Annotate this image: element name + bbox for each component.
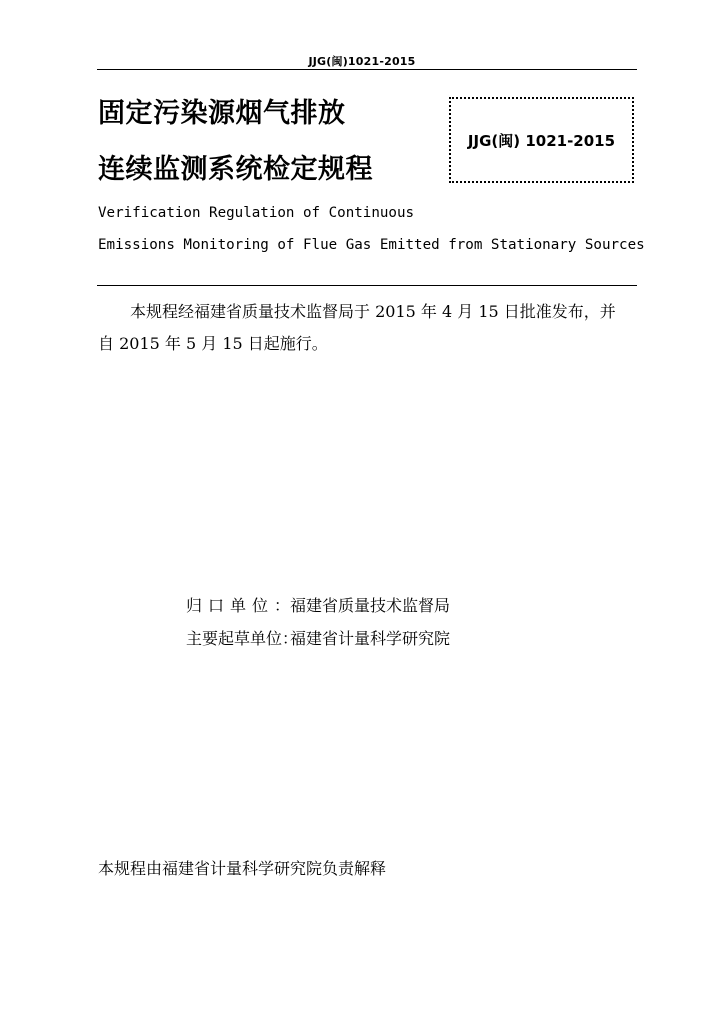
- english-title-line-1: Verification Regulation of Continuous: [98, 205, 415, 221]
- authority-row: [186, 593, 450, 616]
- drafter-row: [186, 626, 450, 649]
- drafter-value: 福建省计量科学研究院: [290, 629, 451, 648]
- authority-value: 福建省质量技术监督局: [290, 596, 451, 615]
- approval-text-line-1: 本规程经福建省质量技术监督局于 2015 年 4 月 15 日批准发布，并: [130, 302, 616, 321]
- title-line-1: 固定污染源烟气排放: [98, 98, 346, 129]
- drafter-label: 主要起草单位：: [186, 629, 299, 648]
- header-divider: [97, 69, 637, 70]
- section-divider: [97, 285, 637, 286]
- standard-code-box: [449, 97, 634, 183]
- interpretation-note: 本规程由福建省计量科学研究院负责解释: [98, 859, 387, 878]
- title-line-2: 连续监测系统检定规程: [98, 154, 373, 185]
- english-title-line-2: Emissions Monitoring of Flue Gas Emitted from Stationary Sources: [98, 237, 645, 253]
- standard-code-box-text: JJG(闽) 1021-2015: [467, 132, 616, 150]
- authority-label: 归口单位：: [186, 596, 290, 615]
- approval-text-line-2: 自 2015 年 5 月 15 日起施行。: [98, 334, 328, 353]
- header-standard-code: JJG(闽)1021-2015: [308, 55, 416, 68]
